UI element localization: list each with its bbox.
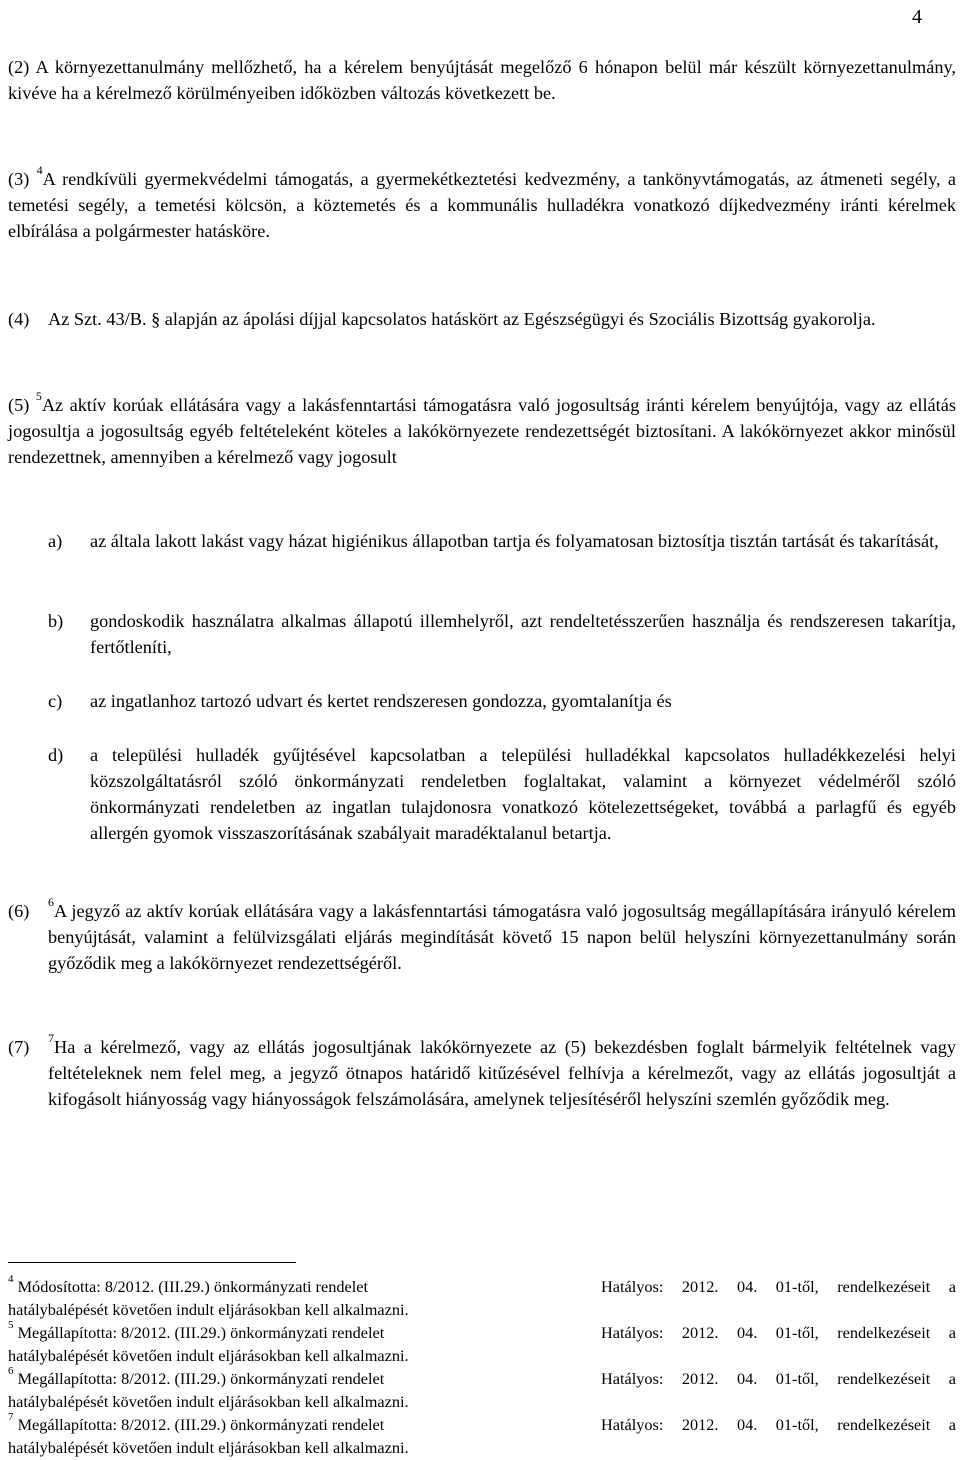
item-label: a) [48,531,63,551]
paragraph-4 [8,306,956,332]
paragraph-text: Az Szt. 43/B. § alapján az ápolási díjjal kapcsolatos hatáskört az Egészségügyi és Szociális Bizottság gyakorolja. [48,309,876,329]
item-label: b) [48,611,64,631]
paragraph-text: A jegyző az aktív korúak ellátására vagy a lakásfenntartási támogatásra való jogosultság megállapítására irányuló kérelem benyújtását, valamint a felülvizsgálati eljárás megindítását követő 15 napon belül helyszíni környezettanulmány során győződik meg a lakókörnyezet rendezettségéről. [48,901,956,973]
paragraph-text: A rendkívüli gyermekvédelmi támogatás, a gyermekétkeztetési kedvezmény, a tankönyvtámogatás, az átmeneti segély, a temetési segély, a temetési kölcsön, a köztemetés és a kommunális hulladékra vonatkozó díjkedvezmény iránti kérelmek elbírálása a polgármester hatásköre. [8,169,956,241]
item-text: gondoskodik használatra alkalmas állapotú illemhelyről, azt rendeltetésszerűen használja és rendszeresen takarítja, fertőtleníti, [90,611,956,657]
paragraph-6 [8,895,956,976]
paragraph-7 [8,1031,956,1112]
footnote-ref[interactable]: 7 [48,1031,54,1045]
footnote-source: Megállapította: 8/2012. (III.29.) önkormányzati rendelet [17,1323,385,1342]
paragraph-2 [8,54,956,106]
footnote-line2: hatálybalépését követően indult eljárásokban kell alkalmazni. [8,1300,409,1319]
paragraph-3 [8,163,956,244]
paragraph-number: (7) [8,1037,30,1057]
footnote-marker: 5 [8,1319,14,1331]
footnote-marker: 6 [8,1365,14,1377]
footnote-line2: hatálybalépését követően indult eljárásokban kell alkalmazni. [8,1392,409,1411]
footnote-effective: Hatályos: 2012. 04. 01-től, rendelkezéseit a [601,1415,956,1434]
list-item-a [48,528,956,554]
footnote-source: Módosította: 8/2012. (III.29.) önkormányzati rendelet [17,1277,368,1296]
footnote-divider [8,1262,296,1263]
paragraph-number: (4) [8,309,30,329]
item-text: a települési hulladék gyűjtésével kapcsolatban a települési hulladékkal kapcsolatos hulladékkezelési helyi közszolgáltatásról szóló önkormányzati rendeletben foglaltakat, valamint a környezet védelméről szóló önkormányzati rendeletben az ingatlan tulajdonosra vonatkozó kötelezettségeket, továbbá a parlagfű és egyéb allergén gyomok visszaszorításának szabályait maradéktalanul betartja. [90,745,956,843]
footnote-effective: Hatályos: 2012. 04. 01-től, rendelkezéseit a [601,1277,956,1296]
footnote-source: Megállapította: 8/2012. (III.29.) önkormányzati rendelet [17,1369,385,1388]
footnote-7 [8,1413,956,1459]
page-number: 4 [912,6,922,28]
footnote-source: Megállapította: 8/2012. (III.29.) önkormányzati rendelet [17,1415,385,1434]
paragraph-text: Ha a kérelmező, vagy az ellátás jogosultjának lakókörnyezete az (5) bekezdésben foglalt bármelyik feltételnek vagy feltételeknek nem felel meg, a jegyző ötnapos határidő kitűzésével felhívja a kérelmezőt, vagy az ellátás jogosultját a kifogásolt hiányosság vagy hiányosságok felszámolására, amelynek teljesítéséről helyszíni szemlén győződik meg. [48,1037,956,1109]
list-item-c [48,688,956,714]
paragraph-text: Az aktív korúak ellátására vagy a lakásfenntartási támogatásra való jogosultság iránti kérelem benyújtója, vagy az ellátás jogosultja a jogosultság egyéb feltételeként köteles a lakókörnyezete rendezettségét biztosítani. A lakókörnyezet akkor minősül rendezettnek, amennyiben a kérelmező vagy jogosult [8,395,956,467]
item-text: az általa lakott lakást vagy házat higiénikus állapotban tartja és folyamatosan biztosítja tisztán tartását és takarítását, [90,531,939,551]
footnote-line2: hatálybalépését követően indult eljárásokban kell alkalmazni. [8,1346,409,1365]
footnote-effective: Hatályos: 2012. 04. 01-től, rendelkezéseit a [601,1323,956,1342]
footnote-ref[interactable]: 4 [36,163,43,177]
footnote-ref[interactable]: 6 [48,895,54,909]
footnote-5 [8,1321,956,1367]
footnote-line2: hatálybalépését követően indult eljárásokban kell alkalmazni. [8,1438,409,1457]
paragraph-number: (6) [8,901,30,921]
paragraph-number: (5) [8,395,30,415]
footnote-effective: Hatályos: 2012. 04. 01-től, rendelkezéseit a [601,1369,956,1388]
list-item-b [48,608,956,660]
list-item-d [48,742,956,846]
paragraph-5 [8,389,956,470]
footnote-4 [8,1275,956,1321]
footnote-6 [8,1367,956,1413]
footnote-ref[interactable]: 5 [35,389,42,403]
item-label: c) [48,691,63,711]
paragraph-text: A környezettanulmány mellőzhető, ha a kérelem benyújtását megelőző 6 hónapon belül már készült környezettanulmány, kivéve ha a kérelmező körülményeiben időközben változás következett be. [8,57,956,103]
item-label: d) [48,745,64,765]
footnote-marker: 7 [8,1411,14,1423]
item-text: az ingatlanhoz tartozó udvart és kertet rendszeresen gondozza, gyomtalanítja és [90,691,672,711]
paragraph-number: (2) [8,57,30,77]
footnote-marker: 4 [8,1273,14,1285]
paragraph-number: (3) [8,169,30,189]
